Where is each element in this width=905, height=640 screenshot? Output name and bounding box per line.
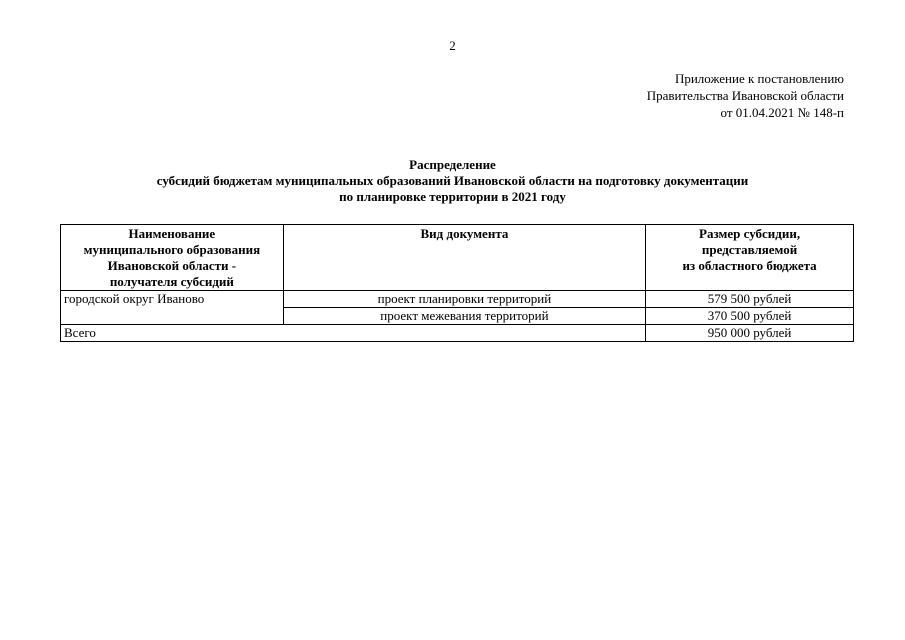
title-line: Распределение	[409, 157, 496, 172]
cell-doc-type: проект планировки территорий	[283, 291, 645, 308]
table-header-row	[61, 225, 854, 291]
page-number: 2	[449, 38, 456, 53]
header-line: получателя субсидий	[109, 274, 234, 289]
cell-amount: 579 500 рублей	[646, 291, 854, 308]
appendix-line: Правительства Ивановской области	[646, 88, 844, 103]
document-title	[0, 157, 905, 205]
header-line: из областного бюджета	[682, 258, 817, 273]
header-line: Наименование	[128, 226, 216, 241]
header-line: представляемой	[701, 242, 798, 257]
cell-doc-type: проект межевания территорий	[283, 308, 645, 325]
appendix-note	[647, 70, 844, 121]
header-recipient	[61, 225, 284, 291]
cell-amount: 370 500 рублей	[646, 308, 854, 325]
subsidy-table	[60, 224, 854, 342]
table-total-row	[61, 325, 854, 342]
cell-total-amount: 950 000 рублей	[646, 325, 854, 342]
table-row	[61, 291, 854, 308]
cell-total-label: Всего	[61, 325, 646, 342]
header-line: Ивановской области -	[107, 258, 237, 273]
header-amount	[646, 225, 854, 291]
header-line: Вид документа	[420, 226, 509, 241]
title-line: по планировке территории в 2021 году	[339, 189, 566, 204]
cell-recipient: городской округ Иваново	[61, 291, 284, 325]
title-line: субсидий бюджетам муниципальных образований Ивановской области на подготовку документации	[156, 173, 749, 188]
header-line: муниципального образования	[83, 242, 261, 257]
appendix-line: Приложение к постановлению	[674, 71, 844, 86]
appendix-line: от 01.04.2021 № 148-п	[720, 105, 844, 120]
header-line: Размер субсидии,	[699, 226, 801, 241]
header-doc-type	[283, 225, 645, 291]
